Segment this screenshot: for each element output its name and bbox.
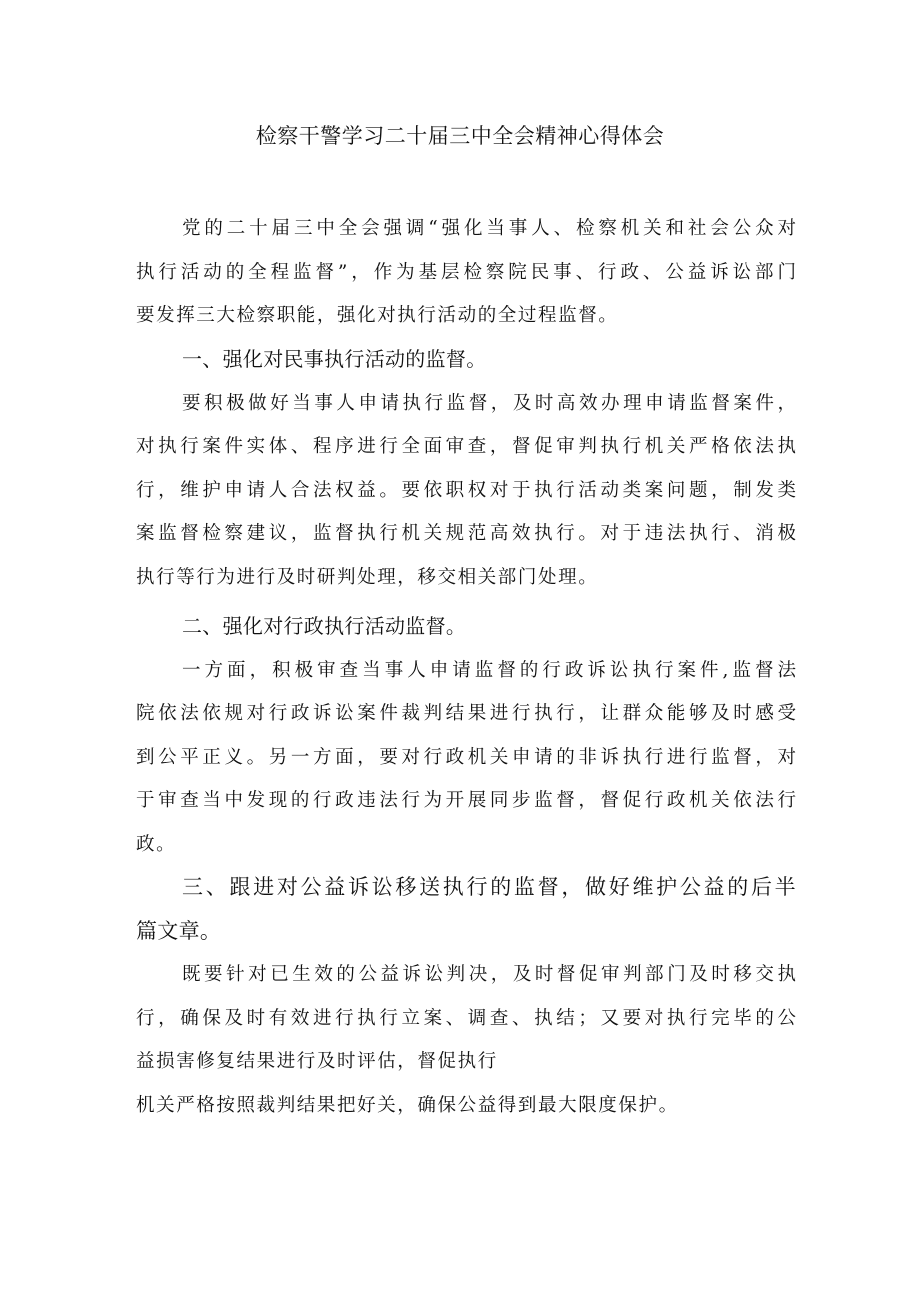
text-line: 对执行案件实体、程序进行全面审查，督促审判执行机关严格依法执 <box>136 436 796 457</box>
text-line: 到公平正义。另一方面，要对行政机关申请的非诉执行进行监督，对 <box>136 746 796 768</box>
text-line: 院依法依规对行政诉讼案件裁判结果进行执行，让群众能够及时感受 <box>136 703 796 724</box>
section-1 <box>136 338 796 599</box>
document-title: 检察干警学习二十届三中全会精神心得体会 <box>255 124 665 148</box>
intro-paragraph <box>136 207 796 338</box>
section-heading: 一、强化对民事执行活动的监督。 <box>182 347 487 371</box>
text-line: 行，维护申请人合法权益。要依职权对于执行活动类案问题，制发类 <box>136 479 796 501</box>
section-3 <box>136 866 796 1127</box>
text-line: 党的二十届三中全会强调“强化当事人、检察机关和社会公众对 <box>182 218 796 239</box>
text-line: 执行等行为进行及时研判处理，移交相关部门处理。 <box>136 566 599 588</box>
text-line: 机关严格按照裁判结果把好关，确保公益得到最大限度保护。 <box>136 1094 679 1116</box>
text-line: 益损害修复结果进行及时评估，督促执行 <box>136 1051 498 1072</box>
text-line: 一方面，积极审查当事人申请监督的行政诉讼执行案件,监督法 <box>182 659 796 681</box>
text-line: 既要针对已生效的公益诉讼判决，及时督促审判部门及时移交执 <box>182 964 796 985</box>
text-line: 要积极做好当事人申请执行监督，及时高效办理申请监督案件， <box>182 392 796 414</box>
section-heading: 二、强化对行政执行活动监督。 <box>182 614 467 638</box>
text-line: 执行活动的全程监督”，作为基层检察院民事、行政、公益诉讼部门 <box>136 261 796 283</box>
text-line: 于审查当中发现的行政违法行为开展同步监督，督促行政机关依法行 <box>136 790 796 811</box>
text-line: 案监督检察建议，监督执行机关规范高效执行。对于违法执行、消极 <box>136 523 796 544</box>
section-heading: 三、跟进对公益诉讼移送执行的监督，做好维护公益的后半 <box>182 875 796 899</box>
text-line: 政。 <box>136 833 177 855</box>
text-line: 行，确保及时有效进行执行立案、调查、执结；又要对执行完毕的公 <box>136 1007 796 1029</box>
text-line: 要发挥三大检察职能，强化对执行活动的全过程监督。 <box>136 305 619 326</box>
section-heading-continued: 篇文章。 <box>136 918 222 943</box>
section-2 <box>136 605 796 866</box>
